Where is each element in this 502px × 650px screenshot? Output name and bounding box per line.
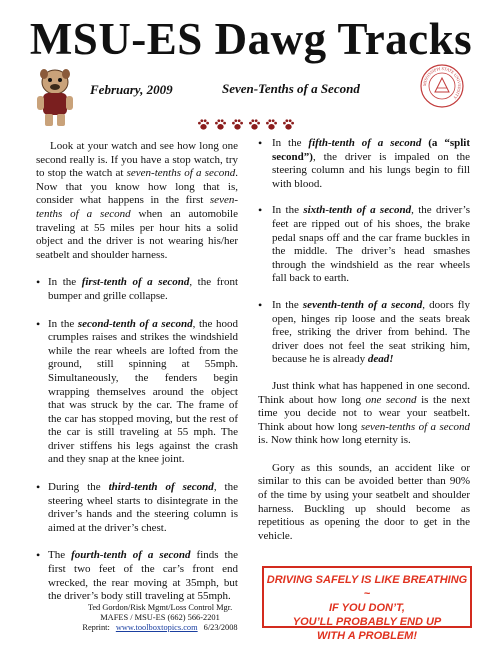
- list-item: • In the sixth-tenth of a second, the driver’s feet are ripped out of his shoes, the brake pedal snaps off and the car frame buckles in the middle. The driver’s head smashes through the windshield as the rear wheels fall back to earth.: [258, 204, 470, 286]
- list-item: • In the second-tenth of a second, the hood crumples raises and strikes the windshield while the rear wheels are lofted from the ground, still spinning at 55mph. Simultaneously, the fenders begin wrapping themselves around the object that was struck by the car. The frame of the car has stopped moving, but the rest of the car is still traveling at 55 mph. The driver stiffens his legs against the crash and they snap at the knee joint.: [36, 318, 238, 468]
- article-title: Seven-Tenths of a Second: [222, 81, 360, 96]
- newsletter-title: MSU-ES Dawg Tracks: [29, 14, 473, 64]
- contact-line: MAFES / MSU-ES (662) 566-2201: [100, 613, 220, 622]
- footer-credits: [60, 603, 260, 633]
- bullet-list: [258, 137, 470, 367]
- prevention-paragraph: Gory as this sounds, an accident like or similar to this can be avoided better than 90% of the time by using your seatbelt and shoulder harness. Buckling up should become as repetitious as opening the door to get in the vehicle.: [258, 461, 470, 542]
- intro-paragraph: Look at your watch and see how long one second really is. If you have a stop watch, try to stop the watch at seven-tenths of a second. Now that you know how long that is, consider what happens in the first seven-tenths of a second when an automobile traveling at 55 miles per hour hits a solid object and the driver is not wearing his/her seatbelt and shoulder harness.: [36, 140, 238, 261]
- bullet-list: [36, 276, 238, 603]
- author-line: Ted Gordon/Risk Mgmt/Loss Control Mgr.: [87, 603, 233, 612]
- source-link[interactable]: www.toolboxtopics.com: [115, 623, 198, 632]
- bulldog-mascot-icon: [34, 66, 76, 128]
- paw-print-divider: [196, 118, 296, 132]
- left-column: [36, 140, 238, 618]
- list-item: • During the third-tenth of second, the steering wheel starts to disintegrate in the driver’s hands and the steering column is aimed at the driver’s chest.: [36, 481, 238, 535]
- issue-date: February, 2009: [90, 82, 173, 97]
- reprint-line: Reprint: www.toolboxtopics.com 6/23/2008: [82, 623, 238, 632]
- university-seal-icon: [420, 64, 464, 108]
- seal-text: MISSISSIPPI STATE UNIVERSITY: [421, 65, 463, 101]
- right-column: [258, 137, 470, 557]
- paw-print-icon: [282, 118, 295, 131]
- list-item: • In the seventh-tenth of a second, doors fly open, hinges rip loose and the seats break free, striking the driver from behind. The driver does not feel the seat striking him, because he is already dead!: [258, 299, 470, 367]
- paw-print-icon: [265, 118, 278, 131]
- list-item: • In the first-tenth of a second, the front bumper and grille collapse.: [36, 276, 238, 303]
- paw-print-icon: [248, 118, 261, 131]
- list-item: • In the fifth-tenth of a second (a “split second”), the driver is impaled on the steering column and his lungs begin to fill with blood.: [258, 137, 470, 191]
- paw-print-icon: [231, 118, 244, 131]
- paw-print-icon: [214, 118, 227, 131]
- safety-callout-box: DRIVING SAFELY IS LIKE BREATHING ~ IF YOU DON’T, YOU’LL PROBABLY END UP WITH A PROBLEM!: [262, 566, 472, 628]
- reflection-paragraph: Just think what has happened in one second. Think about how long one second is the next time you decide not to wear your seatbelt. Think about how long seven-tenths of a second is. Now think how long eternity is.: [258, 379, 471, 447]
- paw-print-icon: [197, 118, 210, 131]
- list-item: • The fourth-tenth of a second finds the first two feet of the car’s front end wrecked, the rear moving at 35mph, but the driver’s body still traveling at 55mph.: [36, 549, 238, 603]
